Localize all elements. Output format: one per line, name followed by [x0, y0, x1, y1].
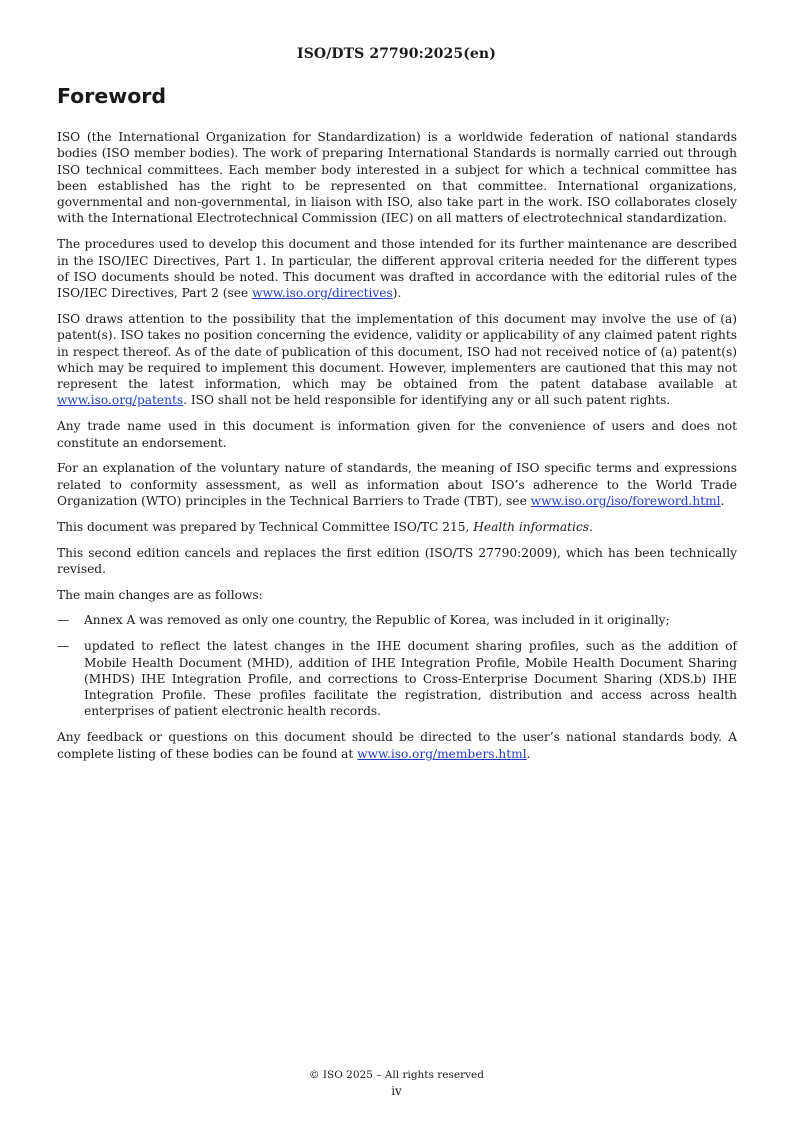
list-item-text: Annex A was removed as only one country, the Republic of Korea, was included in it originally;	[84, 613, 670, 628]
document-id-header: ISO/DTS 27790:2025(en)	[297, 46, 496, 62]
paragraph-text: The procedures used to develop this document and those intended for its further maintenance are described in the ISO/IEC Directives, Part 1. In particular, the different approval criteria needed for the different types of ISO documents should be noted. This document was drafted in accordance with the editorial rules of the ISO/IEC Directives, Part 2 (see	[57, 237, 737, 301]
list-item	[57, 612, 737, 628]
committee-name: Health informatics	[473, 519, 590, 534]
page-number: iv	[391, 1084, 402, 1098]
paragraph-text-end: . ISO shall not be held responsible for identifying any or all such patent rights.	[183, 393, 671, 408]
paragraph-committee	[57, 519, 737, 535]
paragraph-text-end: .	[526, 746, 531, 761]
paragraph-changes-intro: The main changes are as follows:	[57, 587, 263, 602]
paragraph-text: ISO draws attention to the possibility that the implementation of this document may involve the use of (a) patent(s). ISO takes no position concerning the evidence, validity or applicability of any claimed patent rights in respect thereof. As of the date of publication of this document, ISO had not received notice of (a) patent(s) which may be required to implement this document. However, implementers are cautioned that this may not represent the latest information, which may be obtained from the patent database available at	[57, 311, 737, 392]
directives-link[interactable]: www.iso.org/directives	[252, 286, 393, 301]
page-footer	[0, 1067, 793, 1099]
paragraph-feedback	[57, 729, 737, 762]
paragraph-directives	[57, 236, 737, 301]
foreword-link[interactable]: www.iso.org/iso/foreword.html	[530, 493, 721, 508]
copyright-notice: © ISO 2025 – All rights reserved	[309, 1069, 484, 1081]
dash-bullet: —	[57, 613, 70, 628]
dash-bullet: —	[57, 639, 70, 654]
paragraph-voluntary-nature	[57, 460, 737, 509]
page-title: Foreword	[57, 84, 167, 108]
foreword-body	[57, 129, 737, 771]
paragraph-text: This document was prepared by Technical Committee ISO/TC 215,	[57, 519, 474, 534]
paragraph-iso-intro: ISO (the International Organization for Standardization) is a worldwide federation of national standards bodies (ISO member bodies). The work of preparing International Standards is normally carried out through ISO technical committees. Each member body interested in a subject for which a technical committee has been established has the right to be represented on that committee. International organizations, governmental and non-governmental, in liaison with ISO, also take part in the work. ISO collaborates closely with the International Electrotechnical Commission (IEC) on all matters of electrotechnical standardization.	[57, 130, 737, 226]
paragraph-patents	[57, 311, 737, 409]
patents-link[interactable]: www.iso.org/patents	[57, 393, 184, 408]
list-item-text: updated to reflect the latest changes in the IHE document sharing profiles, such as the addition of Mobile Health Document (MHD), addition of IHE Integration Profile, Mobile Health Document Sharing (MHDS) IHE Integration Profile, and corrections to Cross-Enterprise Document Sharing (XDS.b) IHE Integration Profile. These profiles facilitate the registration, distribution and access across health enterprises of patient electronic health records.	[84, 639, 737, 719]
paragraph-trade-name: Any trade name used in this document is information given for the convenience of users and does not constitute an endorsement.	[57, 419, 737, 450]
paragraph-text: For an explanation of the voluntary nature of standards, the meaning of ISO specific terms and expressions related to conformity assessment, as well as information about ISO’s adherence to the World Trade Organization (WTO) principles in the Technical Barriers to Trade (TBT), see	[57, 461, 737, 508]
list-item	[57, 638, 737, 719]
paragraph-text-end: ).	[392, 286, 402, 301]
paragraph-text-end: .	[720, 493, 725, 508]
paragraph-text-end: .	[589, 519, 593, 534]
members-link[interactable]: www.iso.org/members.html	[357, 746, 527, 761]
paragraph-text: Any feedback or questions on this document should be directed to the user’s national standards body. A complete listing of these bodies can be found at	[57, 730, 737, 761]
paragraph-edition: This second edition cancels and replaces the first edition (ISO/TS 27790:2009), which has been technically revised.	[57, 545, 737, 576]
